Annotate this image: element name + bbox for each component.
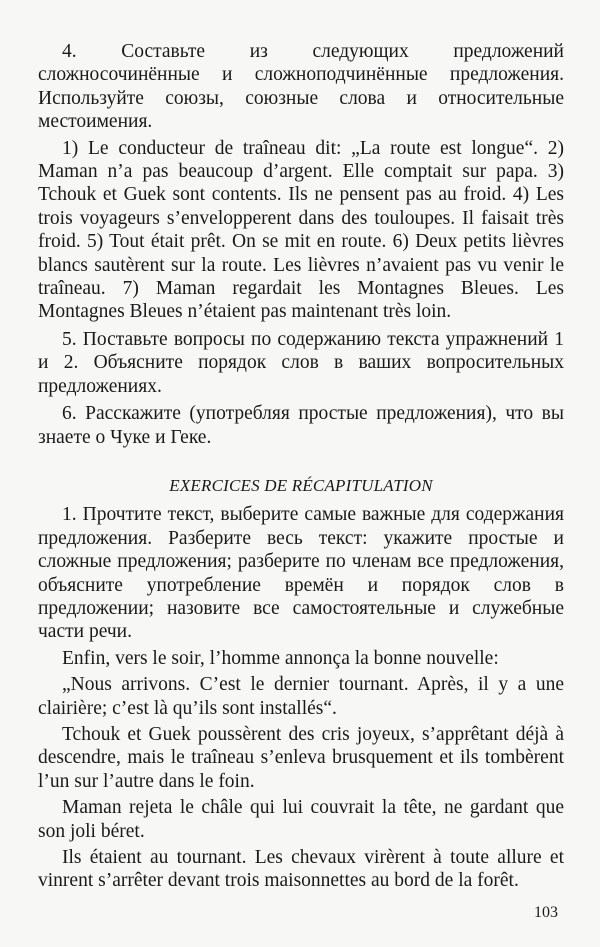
recap-1-instruction: 1. Прочтите текст, выберите самые важные для содержания предложения. Разберите весь текст: укажите простые и сложные предложения; разберите по членам все предложения, объясните употребление времён и порядок слов в предложении; назовите все самостоятельные и служебные части речи. <box>38 504 564 643</box>
exercise-4-instruction: 4. Составьте из следующих предложений сложносочинённые и сложноподчинённые предложения. Используйте союзы, союзные слова и относительные местоимения. <box>38 41 564 133</box>
text-paragraph: Tchouk et Guek poussèrent des cris joyeux, s’apprêtant déjà à descendre, mais le traîneau s’enleva brusquement et ils tombèrent l’un sur l’autre dans le foin. <box>38 723 564 792</box>
text-paragraph: „Nous arrivons. C’est le dernier tournant. Après, il y a une clairière; c’est là qu’ils sont installés“. <box>38 674 564 719</box>
book-page <box>38 40 564 896</box>
exercise-6-instruction: 6. Расскажите (употребляя простые предложения), что вы знаете о Чуке и Геке. <box>38 403 564 448</box>
text-paragraph: Maman rejeta le châle qui lui couvrait la tête, ne gardant que son joli béret. <box>38 797 564 842</box>
page-number: 103 <box>534 904 558 921</box>
text-paragraph: Enfin, vers le soir, l’homme annonça la bonne nouvelle: <box>62 647 499 669</box>
section-title: EXERCICES DE RÉCAPITULATION <box>169 475 433 495</box>
exercise-4-sentences: 1) Le conducteur de traîneau dit: „La route est longue“. 2) Maman n’a pas beaucoup d’argent. Elle comptait sur papa. 3) Tchouk et Guek sont contents. Ils ne pensent pas au froid. 4) Les trois voyageurs s’envelopperent dans des touloupes. Il faisait très froid. 5) Tout était prêt. On se mit en route. 6) Deux petits lièvres blancs sautèrent sur la route. Les lièvres n’avaient pas vu venir le traîneau. 7) Maman regardait les Montagnes Bleues. Les Montagnes Bleues n’étaient pas maintenant très loin. <box>38 137 564 323</box>
exercise-5-instruction: 5. Поставьте вопросы по содержанию текста упражнений 1 и 2. Объясните порядок слов в ваших вопросительных предложениях. <box>38 328 564 397</box>
text-paragraph: Ils étaient au tournant. Les chevaux virèrent à toute allure et vinrent s’arrêter devant trois maisonnettes au bord de la forêt. <box>38 847 564 892</box>
